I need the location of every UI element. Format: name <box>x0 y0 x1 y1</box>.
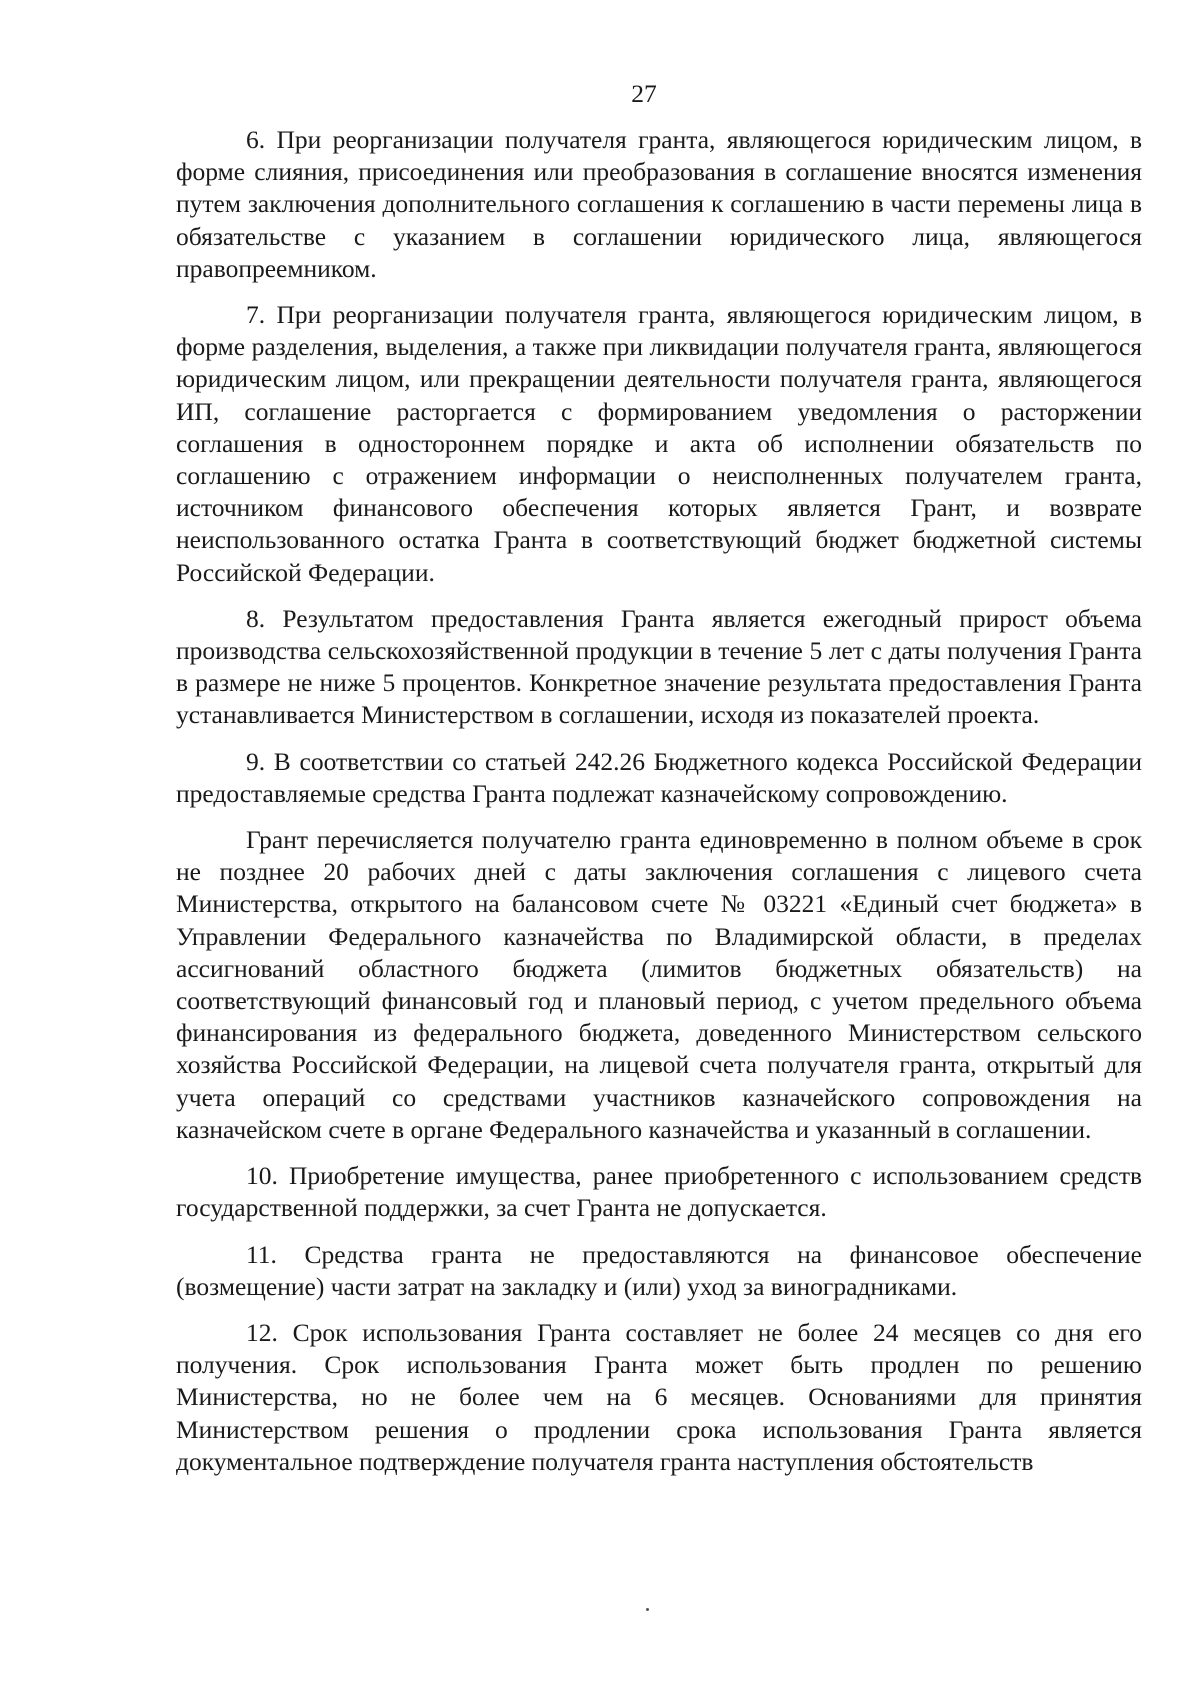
paragraph-9: 9. В соответствии со статьей 242.26 Бюджетного кодекса Российской Федерации предоставляемые средства Гранта подлежат казначейскому сопровождению. <box>176 746 1142 808</box>
paragraph-6: 6. При реорганизации получателя гранта, являющегося юридическим лицом, в форме слияния, присоединения или преобразования в соглашение вносятся изменения путем заключения дополнительного соглашения к соглашению в части перемены лица в обязательстве с указанием в соглашении юридического лица, являющегося правопреемником. <box>176 125 1142 283</box>
paragraph-10: 10. Приобретение имущества, ранее приобретенного с использованием средств государственной поддержки, за счет Гранта не допускается. <box>176 1161 1142 1223</box>
document-body <box>176 124 1142 1492</box>
page-number: 27 <box>631 79 657 108</box>
scan-speck <box>646 1608 649 1611</box>
paragraph-12: 12. Срок использования Гранта составляет не более 24 месяцев со дня его получения. Срок использования Гранта может быть продлен по решению Министерства, но не более чем на 6 месяцев. Основаниями для принятия Министерством решения о продлении срока использования Гранта является документальное подтверждение получателя гранта наступления обстоятельств <box>176 1317 1142 1476</box>
paragraph-11: 11. Средства гранта не предоставляются на финансовое обеспечение (возмещение) части затрат на закладку и (или) уход за виноградниками. <box>176 1239 1142 1301</box>
paragraph-8: 8. Результатом предоставления Гранта является ежегодный прирост объема производства сельскохозяйственной продукции в течение 5 лет с даты получения Гранта в размере не ниже 5 процентов. Конкретное значение результата предоставления Гранта устанавливается Министерством в соглашении, исходя из показателей проекта. <box>176 603 1142 730</box>
paragraph-9-transfer: Грант перечисляется получателю гранта единовременно в полном объеме в срок не позднее 20 рабочих дней с даты заключения соглашения с лицевого счета Министерства, открытого на балансовом счете № 03221 «Единый счет бюджета» в Управлении Федерального казначейства по Владимирской области, в пределах ассигнований областного бюджета (лимитов бюджетных обязательств) на соответствующий финансовый год и плановый период, с учетом предельного объема финансирования из федерального бюджета, доведенного Министерством сельского хозяйства Российской Федерации, на лицевой счета получателя гранта, открытый для учета операций со средствами участников казначейского сопровождения на казначейском счете в органе Федерального казначейства и указанный в соглашении. <box>176 825 1142 1144</box>
paragraph-7: 7. При реорганизации получателя гранта, являющегося юридическим лицом, в форме разделения, выделения, а также при ликвидации получателя гранта, являющегося юридическим лицом, или прекращении деятельности получателя гранта, являющегося ИП, соглашение расторгается с формированием уведомления о расторжении соглашения в одностороннем порядке и акта об исполнении обязательств по соглашению с отражением информации о неисполненных получателем гранта, источником финансового обеспечения которых является Грант, и возврате неиспользованного остатка Гранта в соответствующий бюджет бюджетной системы Российской Федерации. <box>176 300 1142 587</box>
